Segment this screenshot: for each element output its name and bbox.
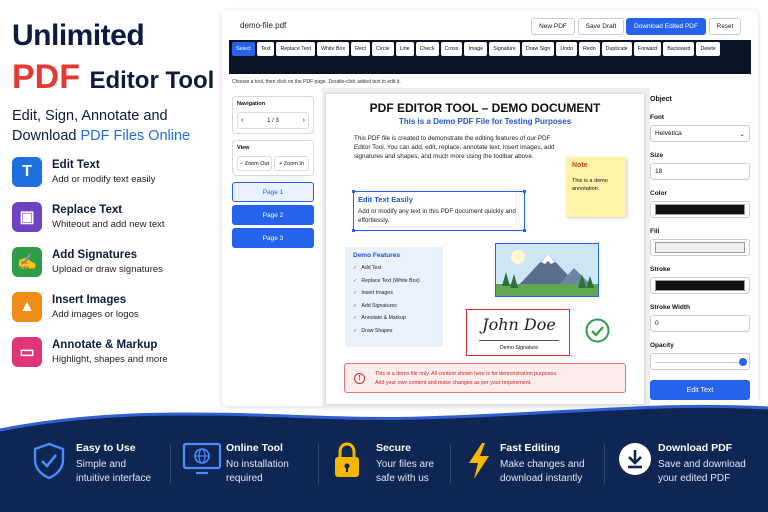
color-picker[interactable] xyxy=(650,201,750,218)
check-icon: ✓ xyxy=(353,327,358,334)
monitor-globe-icon xyxy=(182,442,222,476)
demo-alert[interactable] xyxy=(344,363,626,393)
page-1-button[interactable]: Page 1 xyxy=(232,182,314,202)
sticky-note[interactable] xyxy=(566,157,626,217)
info-icon: ! xyxy=(354,373,365,384)
tool-select[interactable]: Select xyxy=(232,42,255,56)
feature-desc: Whiteout and add new text xyxy=(52,219,165,230)
feature-item: ✓ Draw Shapes xyxy=(353,327,393,334)
download-icon xyxy=(618,442,652,476)
lightning-icon xyxy=(466,442,492,480)
promo-title-rest: Editor Tool xyxy=(89,67,215,94)
doc-subtitle[interactable]: This is a Demo PDF File for Testing Purposes xyxy=(398,117,572,126)
check-icon: ✓ xyxy=(353,265,358,271)
navigation-label: Navigation xyxy=(237,101,266,107)
divider xyxy=(450,444,451,484)
feature-item: ✓ Add Signatures xyxy=(353,302,397,309)
comment-icon: ▭ xyxy=(12,337,42,367)
tool-replace-text[interactable]: Replace Text xyxy=(276,42,315,56)
tool-rect[interactable]: Rect xyxy=(351,42,370,56)
navigation-card xyxy=(232,96,314,134)
stroke-label: Stroke xyxy=(650,266,671,273)
feature-item: ✓ Annotate & Markup xyxy=(353,315,406,321)
feature-edit-text xyxy=(12,157,218,193)
replace-icon: ▣ xyxy=(12,202,42,232)
pdf-canvas[interactable] xyxy=(322,88,650,406)
promo-title-line2 xyxy=(12,58,214,100)
divider xyxy=(318,444,319,484)
signature-label: Demo Signature xyxy=(499,345,539,351)
tool-cross[interactable]: Cross xyxy=(441,42,463,56)
tool-signature[interactable]: Signature xyxy=(489,42,520,56)
divider xyxy=(170,444,171,484)
page-navigator xyxy=(232,96,314,251)
check-icon: ✓ xyxy=(353,290,358,296)
page-separator: / xyxy=(272,117,274,124)
size-input[interactable]: 18 xyxy=(650,163,750,180)
doc-title[interactable]: PDF EDITOR TOOL – DEMO DOCUMENT xyxy=(369,101,601,115)
image-icon: ▲ xyxy=(12,292,42,322)
alert-text: This is a demo file only. All content shown here is for demonstration purposes. Add your own content and make changes as per your requirement. xyxy=(375,371,558,386)
signature-icon: ✍ xyxy=(12,247,42,277)
page-3-button[interactable]: Page 3 xyxy=(232,228,314,248)
tool-redo[interactable]: Redo xyxy=(579,42,600,56)
resize-handle[interactable] xyxy=(523,190,526,193)
properties-header: Object xyxy=(650,96,672,103)
promo-subtitle-prefix: Download xyxy=(12,128,81,144)
shield-check-icon xyxy=(32,442,66,480)
chevron-down-icon: ⌄ xyxy=(739,130,745,138)
band-desc: No installation required xyxy=(226,459,289,484)
slider-knob[interactable] xyxy=(739,358,747,366)
tool-duplicate[interactable]: Duplicate xyxy=(602,42,632,56)
feature-insert-images xyxy=(12,292,218,328)
feature-title: Replace Text xyxy=(52,204,123,216)
page-2-button[interactable]: Page 2 xyxy=(232,205,314,225)
signature-box[interactable] xyxy=(466,309,570,356)
size-label: Size xyxy=(650,152,664,159)
feature-annotate xyxy=(12,337,218,373)
pdf-page[interactable] xyxy=(326,94,644,404)
landscape-image-icon xyxy=(496,244,598,296)
zoom-out-button[interactable]: − Zoom Out xyxy=(237,156,272,171)
fill-swatch xyxy=(655,242,745,253)
font-label: Font xyxy=(650,114,665,121)
editor-window xyxy=(222,10,758,406)
view-card xyxy=(232,140,314,176)
selected-text-box[interactable] xyxy=(353,191,525,231)
slider-track xyxy=(655,362,741,363)
band-desc: Save and download your edited PDF xyxy=(658,459,746,484)
edit-title: Edit Text Easily xyxy=(358,195,413,204)
feature-title: Edit Text xyxy=(52,159,100,171)
promo-subtitle-blue: PDF Files Online xyxy=(80,128,191,144)
tool-image[interactable]: Image xyxy=(464,42,487,56)
stroke-width-input[interactable]: 0 xyxy=(650,315,750,332)
stroke-width-label: Stroke Width xyxy=(650,304,691,311)
save-draft-button[interactable]: Save Draft xyxy=(578,18,624,35)
resize-handle[interactable] xyxy=(352,190,355,193)
band-desc: Simple and intuitive interface xyxy=(76,459,152,484)
feature-band xyxy=(0,400,768,512)
feature-title: Annotate & Markup xyxy=(52,339,158,351)
promo-title-line1: Unlimited xyxy=(12,19,145,52)
total-pages: 3 xyxy=(275,117,279,124)
promo-subtitle xyxy=(12,106,218,146)
feature-item: ✓ Add Text xyxy=(353,265,382,271)
signature-text: John Doe xyxy=(482,315,556,334)
tool-backward[interactable]: Backward xyxy=(663,42,694,56)
tool-forward[interactable]: Forward xyxy=(634,42,661,56)
feature-desc: Add images or logos xyxy=(52,309,139,320)
promo-title-red: PDF xyxy=(12,58,80,96)
resize-handle[interactable] xyxy=(352,229,355,232)
font-select[interactable]: Helvetica ⌄ xyxy=(650,125,750,142)
divider xyxy=(604,444,605,484)
check-mark-icon[interactable] xyxy=(585,318,610,343)
tool-text[interactable]: Text xyxy=(257,42,275,56)
features-title: Demo Features xyxy=(353,252,400,259)
feature-title: Insert Images xyxy=(52,294,127,306)
text-icon: T xyxy=(12,157,42,187)
download-button[interactable]: Download Edited PDF xyxy=(626,18,706,35)
top-bar xyxy=(222,10,758,40)
zoom-controls xyxy=(237,156,309,171)
current-page-input[interactable]: 1 xyxy=(267,117,271,124)
band-background xyxy=(0,400,768,512)
tool-draw-sign[interactable]: Draw Sign xyxy=(522,42,554,56)
properties-panel xyxy=(650,96,750,400)
fill-picker[interactable] xyxy=(650,239,750,256)
feature-add-signatures xyxy=(12,247,218,283)
feature-item: ✓ Replace Text (White Box) xyxy=(353,277,420,284)
note-body: This is a demo annotation. xyxy=(572,178,608,192)
band-desc: Your files are safe with us xyxy=(376,459,434,484)
edit-body: Add or modify any text in this PDF document quickly and effortlessly. xyxy=(358,208,516,224)
band-title: Secure xyxy=(376,442,412,454)
doc-intro[interactable]: This PDF file is created to demonstrate the editing features of our PDF Editor Tool. You can add, edit, replace, annotate text, insert images, add signatures and shapes, and much more using the toolbar above. xyxy=(354,135,555,160)
band-title: Online Tool xyxy=(226,442,283,454)
tool-delete[interactable]: Delete xyxy=(696,42,719,56)
features-box[interactable] xyxy=(345,247,443,347)
tool-white-box[interactable]: White Box xyxy=(317,42,349,56)
opacity-slider[interactable] xyxy=(650,353,750,370)
resize-handle[interactable] xyxy=(523,229,526,232)
note-title: Note xyxy=(572,162,588,169)
feature-desc: Add or modify text easily xyxy=(52,174,156,185)
band-title: Download PDF xyxy=(658,442,733,454)
next-page-icon[interactable]: › xyxy=(302,117,305,124)
prev-page-icon[interactable]: ‹ xyxy=(241,117,244,124)
check-icon: ✓ xyxy=(353,277,358,284)
zoom-in-button[interactable]: + Zoom In xyxy=(274,156,309,171)
page-indicator xyxy=(267,118,279,124)
tool-line[interactable]: Line xyxy=(396,42,414,56)
new-pdf-button[interactable]: New PDF xyxy=(531,18,575,35)
feature-desc: Upload or draw signatures xyxy=(52,264,163,275)
promo-subtitle-line1: Edit, Sign, Annotate and xyxy=(12,108,168,124)
opacity-label: Opacity xyxy=(650,342,674,349)
inserted-image[interactable] xyxy=(495,243,599,297)
check-icon: ✓ xyxy=(353,315,358,321)
tool-hint: Choose a tool, then click on the PDF page. Double-click added text to edit it. xyxy=(232,79,401,85)
file-name: demo-file.pdf xyxy=(240,21,287,30)
edit-text-button[interactable]: Edit Text xyxy=(650,380,750,400)
view-label: View xyxy=(237,145,250,151)
feature-desc: Highlight, shapes and more xyxy=(52,354,168,365)
promo-panel xyxy=(0,0,222,400)
feature-item: ✓ Insert Images xyxy=(353,290,393,296)
stroke-picker[interactable] xyxy=(650,277,750,294)
tool-circle[interactable]: Circle xyxy=(372,42,394,56)
fill-label: Fill xyxy=(650,228,660,235)
tool-bar xyxy=(229,40,751,74)
feature-title: Add Signatures xyxy=(52,249,137,261)
lock-icon xyxy=(332,442,362,480)
reset-button[interactable]: Reset xyxy=(709,18,741,35)
color-label: Color xyxy=(650,190,667,197)
signature-line xyxy=(479,340,559,341)
tool-undo[interactable]: Undo xyxy=(556,42,577,56)
band-title: Fast Editing xyxy=(500,442,561,454)
band-desc: Make changes and download instantly xyxy=(500,459,585,484)
feature-replace-text xyxy=(12,202,218,238)
tool-check[interactable]: Check xyxy=(416,42,439,56)
stroke-swatch xyxy=(655,280,745,291)
pager xyxy=(237,112,309,129)
check-icon: ✓ xyxy=(353,302,358,309)
band-title: Easy to Use xyxy=(76,442,136,454)
color-swatch xyxy=(655,204,745,215)
